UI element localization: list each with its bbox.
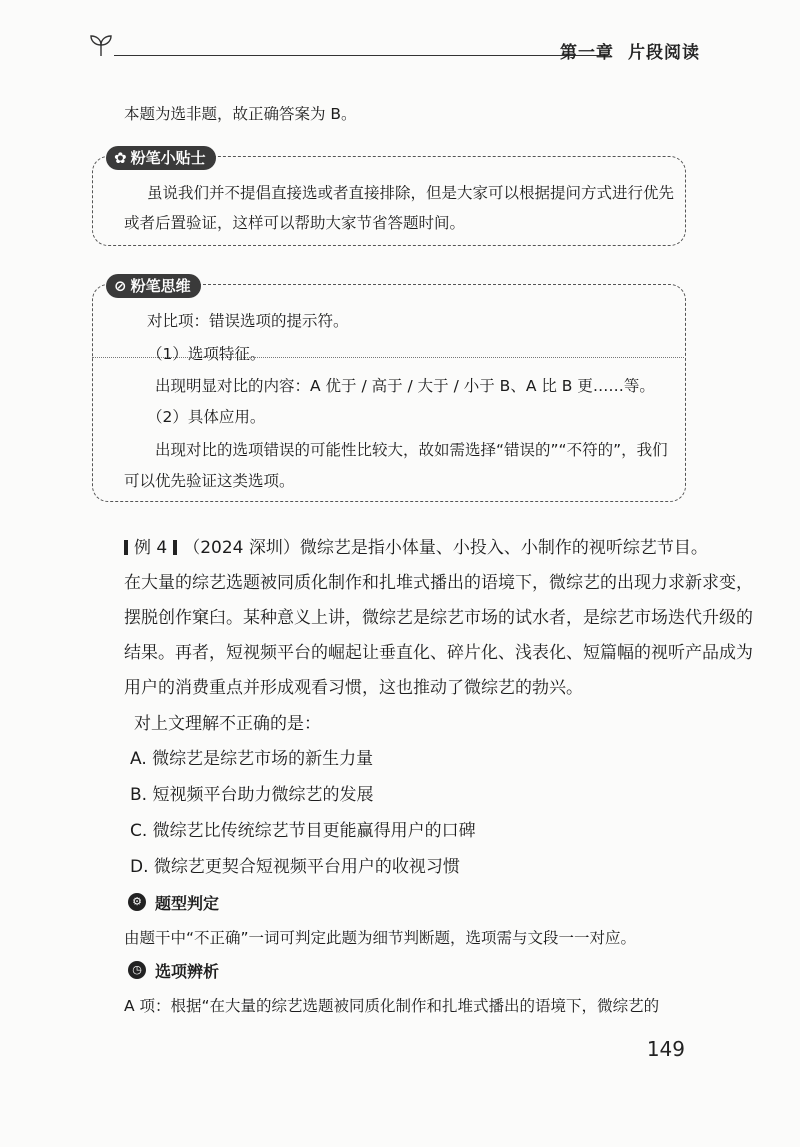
chapter-title (560, 38, 700, 63)
tip-box-line2: 或者后置验证，这样可以帮助大家节省答题时间。 (124, 214, 466, 232)
thinking-title: 对比项：错误选项的提示符。 (147, 312, 349, 330)
tip-box-label (106, 146, 216, 170)
type-judgement-text: 由题干中“不正确”一词可判定此题为细节判断题，选项需与文段一一对应。 (124, 929, 637, 947)
option-a: A. 微综艺是综艺市场的新生力量 (130, 749, 374, 769)
option-b: B. 短视频平台助力微综艺的发展 (130, 785, 374, 805)
option-d: D. 微综艺更契合短视频平台用户的收视习惯 (130, 857, 460, 877)
gear-icon: ⚙ (128, 893, 146, 911)
option-c: C. 微综艺比传统综艺节目更能赢得用户的口碑 (130, 821, 476, 841)
example-line3: 摆脱创作窠臼。某种意义上讲，微综艺是综艺市场的试水者，是综艺市场迭代升级的 (124, 608, 753, 628)
thinking-item2-title: （2）具体应用。 (147, 408, 266, 426)
bracket-left (124, 540, 128, 555)
example-line1 (118, 537, 708, 559)
type-judgement-title: 题型判定 (155, 894, 220, 913)
header-rule (114, 55, 608, 56)
intro-answer: 本题为选非题，故正确答案为 B。 (124, 105, 357, 123)
example-line2: 在大量的综艺选题被同质化制作和扎堆式播出的语境下，微综艺的出现力求新求变， (124, 573, 753, 593)
example-tag: 例 4 (134, 538, 168, 558)
page-number: 149 (646, 1037, 685, 1061)
thinking-item2-text-line2: 可以优先验证这类选项。 (124, 472, 295, 490)
tip-box-line1: 虽说我们并不提倡直接选或者直接排除，但是大家可以根据提问方式进行优先 (147, 184, 675, 202)
thinking-item1-title: （1）选项特征。 (147, 345, 266, 363)
example-source: （2024 深圳） (183, 538, 300, 558)
question-stem: 对上文理解不正确的是： (134, 714, 321, 734)
clock-icon: ◷ (128, 961, 146, 979)
no-sign-icon: ⊘ (114, 277, 127, 295)
tip-box-label-text: 粉笔小贴士 (130, 149, 206, 167)
chapter-section: 片段阅读 (628, 43, 700, 63)
thinking-box-label (106, 274, 201, 298)
option-analysis-text: A 项：根据“在大量的综艺选题被同质化制作和扎堆式播出的语境下，微综艺的 (124, 997, 660, 1015)
bracket-right (173, 540, 177, 555)
thinking-box-label-text: 粉笔思维 (130, 277, 191, 295)
example-text-1: 微综艺是指小体量、小投入、小制作的视听综艺节目。 (299, 538, 708, 558)
page-header (88, 32, 700, 72)
example-line5: 用户的消费重点并形成观看习惯，这也推动了微综艺的勃兴。 (124, 678, 583, 698)
thinking-item1-text: 出现明显对比的内容：A 优于 / 高于 / 大于 / 小于 B、A 比 B 更……等。 (155, 377, 655, 395)
sprout-icon (88, 32, 114, 58)
option-analysis-title: 选项辨析 (155, 962, 220, 981)
example-line4: 结果。再者，短视频平台的崛起让垂直化、碎片化、浅表化、短篇幅的视听产品成为 (124, 643, 753, 663)
chapter-number: 第一章 (560, 43, 614, 63)
thinking-item2-text-line1: 出现对比的选项错误的可能性比较大，故如需选择“错误的”“不符的”，我们 (155, 441, 668, 459)
sprout-small-icon: ✿ (114, 149, 127, 167)
